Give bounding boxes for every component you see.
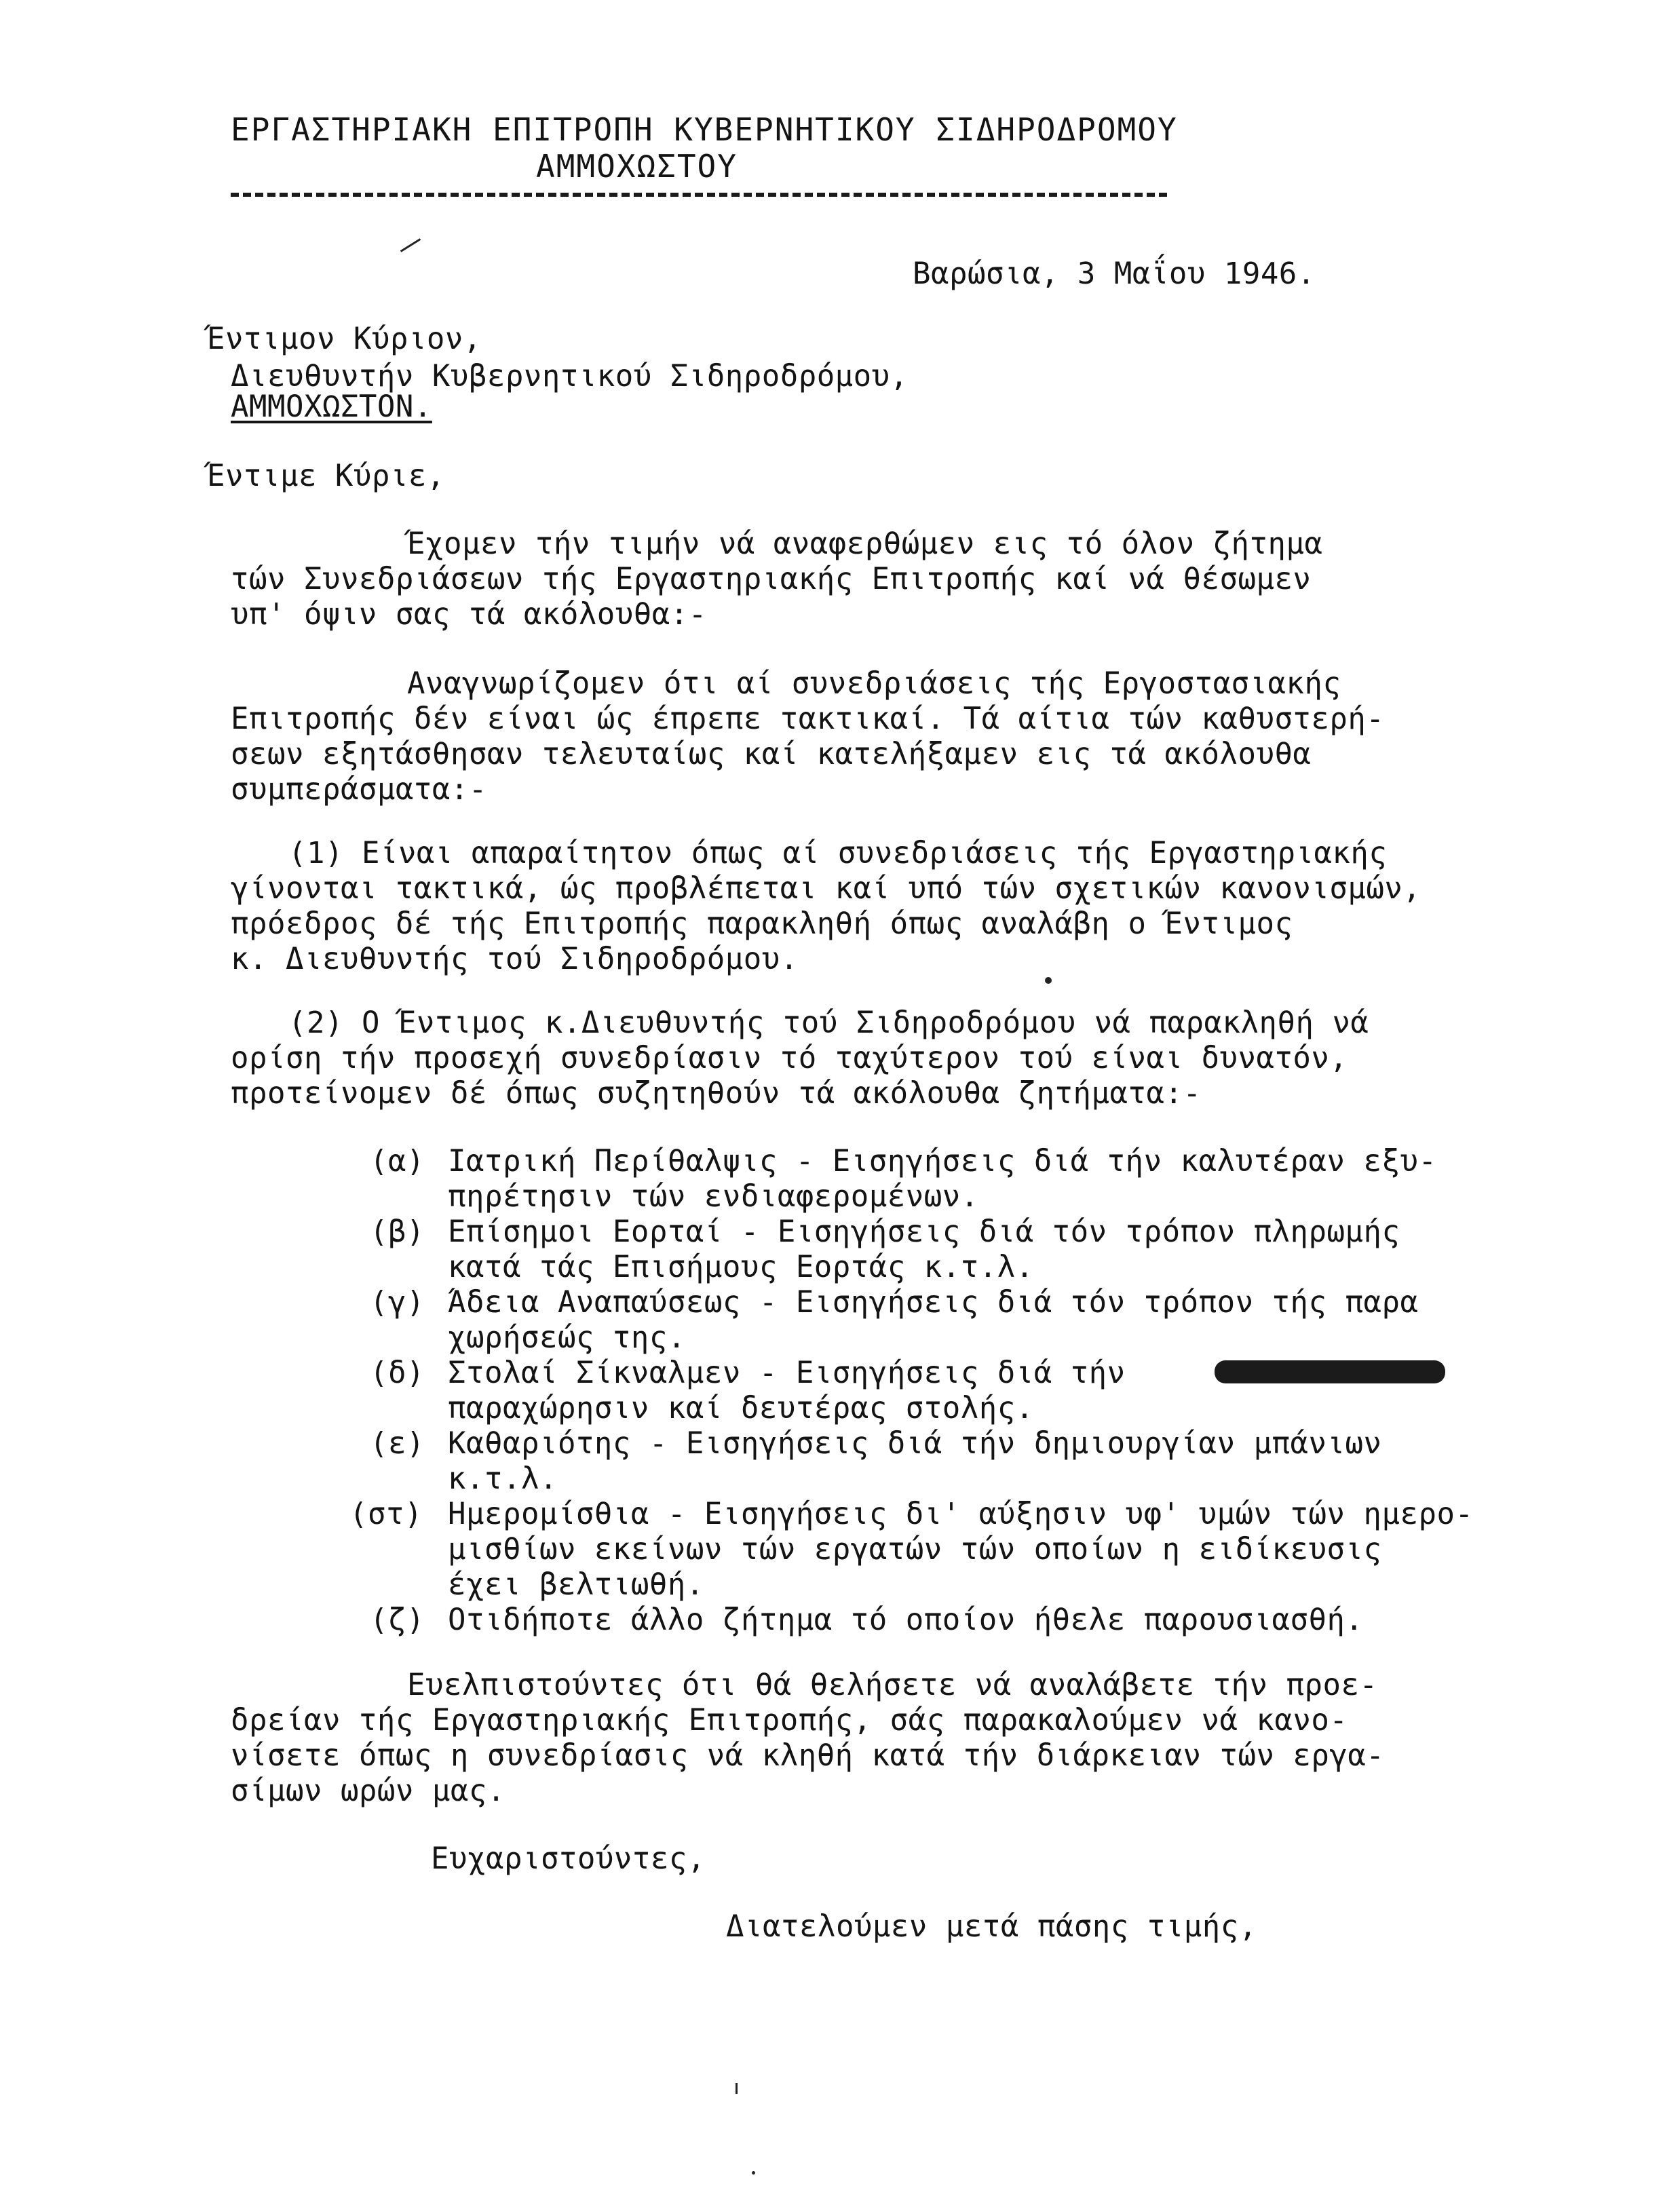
point1-line-1: (1) Είναι απαραίτητον όπως αί συνεδριάσεις τής Εργαστηριακής xyxy=(288,836,1388,870)
item-text-line: μισθίων εκείνων τών εργατών τών οποίων η ειδίκευσις xyxy=(448,1532,1382,1567)
closing-line-4: σίμων ωρών μας. xyxy=(231,1774,505,1808)
item-label: (δ) xyxy=(370,1356,425,1390)
item-label: (ε) xyxy=(370,1426,425,1461)
addressee-line-2: Διευθυντήν Κυβερνητικού Σιδηροδρόμου, xyxy=(231,359,909,394)
salutation: Έντιμε Κύριε, xyxy=(207,459,445,493)
item-text-line: Επίσημοι Εορταί - Εισηγήσεις διά τόν τρόπον πληρωμής xyxy=(448,1214,1400,1249)
intro-line-2: τών Συνεδριάσεων τής Εργαστηριακής Επιτροπής καί νά θέσωμεν xyxy=(231,562,1312,596)
para2-line-4: συμπεράσματα:- xyxy=(231,772,487,807)
addressee-line-1: Έντιμον Κύριον, xyxy=(207,322,482,356)
ink-dot xyxy=(752,2171,755,2175)
closing-line-3: νίσετε όπως η συνεδρίασις νά κληθή κατά τήν διάρκειαν τών εργα- xyxy=(231,1738,1385,1773)
letterhead-line-1: ΕΡΓΑΣΤΗΡΙΑΚΗ ΕΠΙΤΡΟΠΗ ΚΥΒΕΡΝΗΤΙΚΟΥ ΣΙΔΗΡΟΔΡΟΜΟΥ xyxy=(231,111,1178,148)
item-text-line: Καθαριότης - Εισηγήσεις διά τήν δημιουργίαν μπάνιων xyxy=(448,1426,1382,1461)
signoff-line: Διατελούμεν μετά πάσης τιμής, xyxy=(726,1909,1257,1944)
item-text-line: κατά τάς Επισήμους Εορτάς κ.τ.λ. xyxy=(448,1250,1034,1284)
para2-line-1: Αναγνωρίζομεν ότι αί συνεδριάσεις τής Εργοστασιακής xyxy=(407,666,1341,701)
intro-line-1: Έχομεν τήν τιμήν νά αναφερθώμεν εις τό όλον ζήτημα xyxy=(407,527,1323,561)
item-text-line: παραχώρησιν καί δευτέρας στολής. xyxy=(448,1391,1034,1425)
point2-line-3: προτείνομεν δέ όπως συζητηθούν τά ακόλουθα ζητήματα:- xyxy=(231,1076,1202,1111)
letterhead-divider xyxy=(231,193,1167,197)
point2-line-2: ορίση τήν προσεχή συνεδρίασιν τό ταχύτερον τού είναι δυνατόν, xyxy=(231,1041,1348,1075)
item-text-line: κ.τ.λ. xyxy=(448,1461,558,1496)
ink-mark xyxy=(736,2083,738,2094)
point1-line-4: κ. Διευθυντής τού Σιδηροδρόμου. xyxy=(231,942,799,976)
item-text-line: Ημερομίσθια - Εισηγήσεις δι' αύξησιν υφ' υμών τών ημερο- xyxy=(448,1497,1474,1531)
item-text-line: πηρέτησιν τών ενδιαφερομένων. xyxy=(448,1179,979,1214)
item-label: (α) xyxy=(370,1144,425,1179)
point1-line-3: πρόεδρος δέ τής Επιτροπής παρακληθή όπως αναλάβη ο Έντιμος xyxy=(231,906,1293,941)
item-text-line: Άδεια Αναπαύσεως - Εισηγήσεις διά τόν τρόπον τής παρα xyxy=(448,1285,1419,1320)
letterhead-line-2: ΑΜΜΟΧΩΣΤΟΥ xyxy=(536,148,738,185)
intro-line-3: υπ' όψιν σας τά ακόλουθα:- xyxy=(231,597,707,632)
item-text-line: Στολαί Σίκναλμεν - Εισηγήσεις διά τήν xyxy=(448,1356,1126,1390)
point2-line-1: (2) Ο Έντιμος κ.Διευθυντής τού Σιδηροδρόμου νά παρακληθή νά xyxy=(288,1006,1369,1040)
addressee-line-3: ΑΜΜΟΧΩΣΤΟΝ. xyxy=(231,389,432,424)
closing-line-2: δρείαν τής Εργαστηριακής Επιτροπής, σάς παρακαλούμεν νά κανο- xyxy=(231,1703,1348,1738)
item-text-line: Ιατρική Περίθαλψις - Εισηγήσεις διά τήν καλυτέραν εξυ- xyxy=(448,1144,1437,1179)
ink-mark xyxy=(400,238,421,252)
para2-line-3: σεων εξητάσθησαν τελευταίως καί κατελήξαμεν εις τά ακόλουθα xyxy=(231,737,1312,771)
item-label: (β) xyxy=(370,1214,425,1249)
point1-line-2: γίνονται τακτικά, ώς προβλέπεται καί υπό τών σχετικών κανονισμών, xyxy=(231,871,1421,906)
thanks-line: Ευχαριστούντες, xyxy=(431,1841,706,1876)
item-label: (στ) xyxy=(349,1497,423,1531)
item-text-line: Οτιδήποτε άλλο ζήτημα τό οποίον ήθελε παρουσιασθή. xyxy=(448,1603,1364,1637)
para2-line-2: Επιτροπής δέν είναι ώς έπρεπε τακτικαί. Τά αίτια τών καθυστερή- xyxy=(231,702,1385,736)
item-label: (ζ) xyxy=(370,1603,425,1637)
letter-date: Βαρώσια, 3 Μαΐου 1946. xyxy=(913,256,1316,291)
closing-line-1: Ευελπιστούντες ότι θά θελήσετε νά αναλάβετε τήν προε- xyxy=(407,1668,1378,1702)
ink-blot xyxy=(1215,1360,1445,1383)
item-text-line: χωρήσεώς της. xyxy=(448,1320,686,1355)
item-text-line: έχει βελτιωθή. xyxy=(448,1567,704,1602)
ink-dot xyxy=(1045,977,1052,984)
item-label: (γ) xyxy=(370,1285,425,1320)
